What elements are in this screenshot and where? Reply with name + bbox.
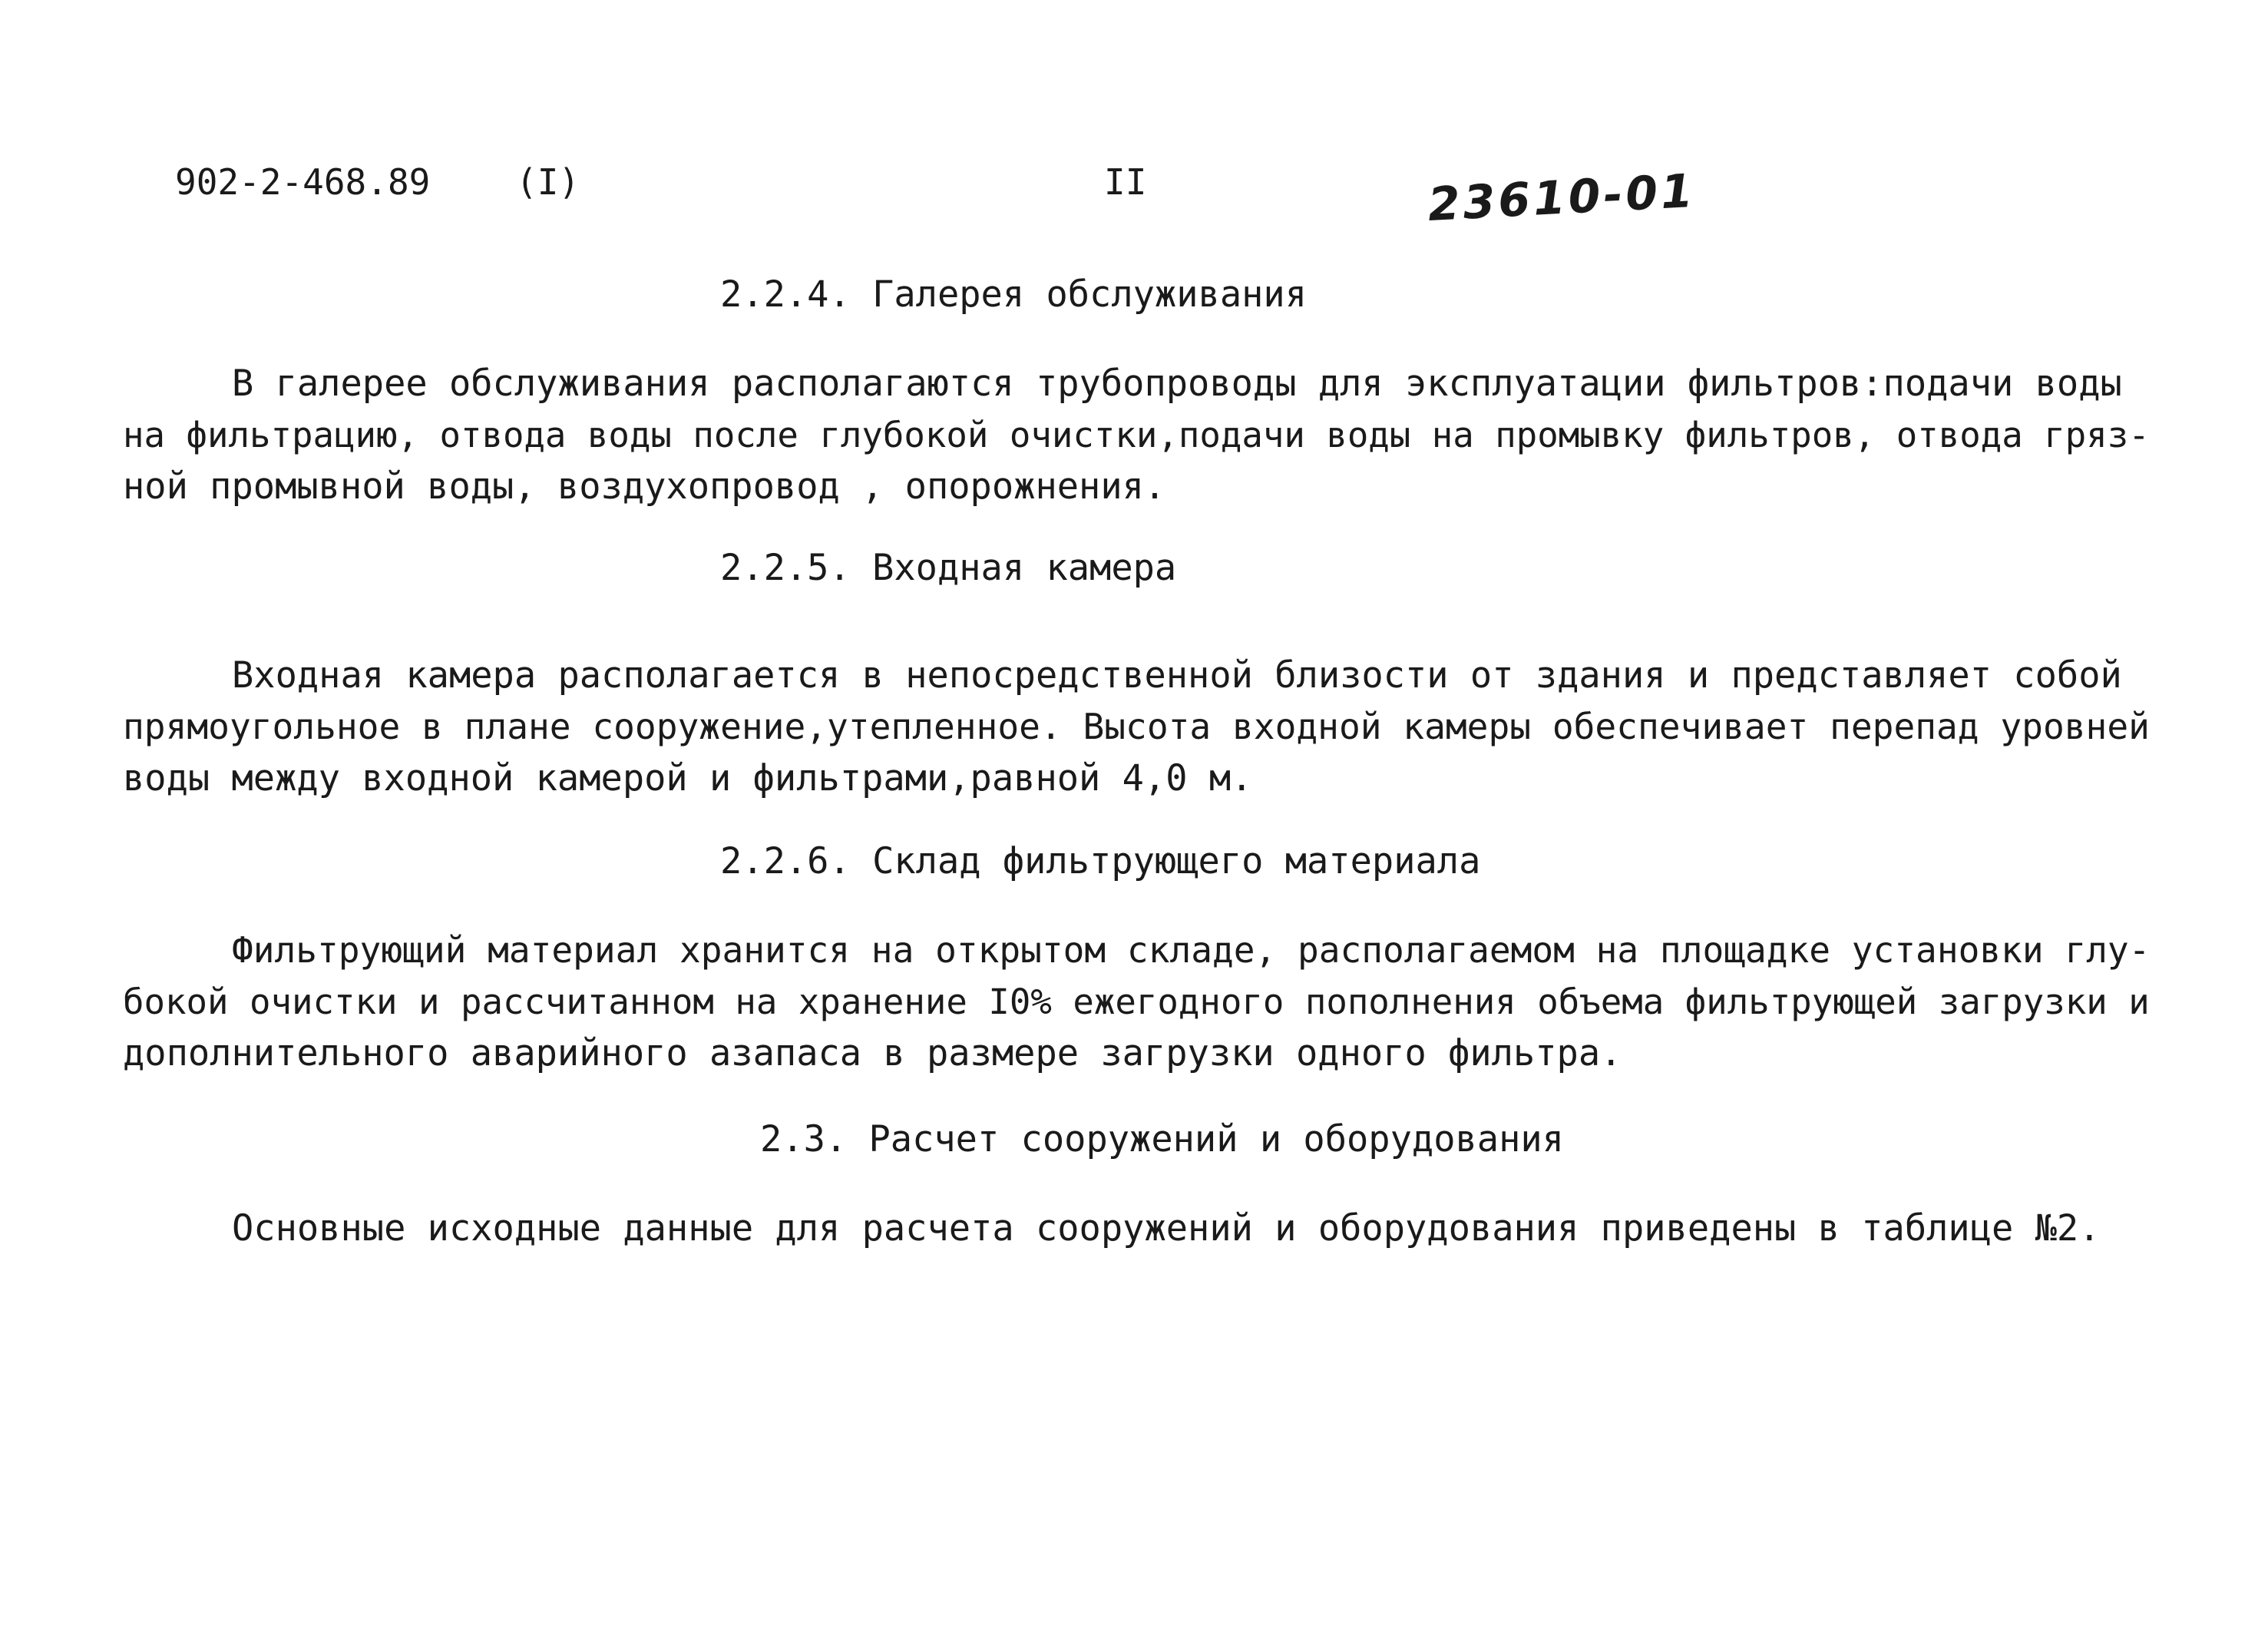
section-heading-calculation: 2.3. Расчет сооружений и оборудования <box>760 1118 1564 1160</box>
paragraph-line: Фильтрующий материал хранится на открытом складе, располагаемом на площадке установки глу- <box>232 929 2151 971</box>
document-part: (I) <box>516 161 580 203</box>
page-number: II <box>1104 161 1147 203</box>
paragraph-line: дополнительного аварийного азапаса в размере загрузки одного фильтра. <box>123 1032 1622 1074</box>
document-code: 902-2-468.89 <box>175 161 431 203</box>
paragraph-line: на фильтрацию, отвода воды после глубокой очистки,подачи воды на промывку фильтров, отвода гряз- <box>123 415 2150 455</box>
section-heading-filter-storage: 2.2.6. Склад фильтрующего материала <box>720 840 1481 882</box>
paragraph-line: Основные исходные данные для расчета сооружений и оборудования приведены в таблице №2. <box>232 1207 2101 1250</box>
section-body-gallery <box>123 358 2161 512</box>
section-body-inlet-chamber <box>123 650 2161 804</box>
paragraph-line: Входная камера располагается в непосредственной близости от здания и представляет собой <box>232 654 2122 697</box>
paragraph-line: В галерее обслуживания располагаются трубопроводы для эксплуатации фильтров:подачи воды <box>232 362 2122 405</box>
section-heading-gallery: 2.2.4. Галерея обслуживания <box>720 273 1308 316</box>
paragraph-line: воды между входной камерой и фильтрами,равной 4,0 м. <box>123 757 1253 799</box>
handwritten-stamp-number: 23610-01 <box>1427 164 1698 232</box>
paragraph-line: прямоугольное в плане сооружение,утепленное. Высота входной камеры обеспечивает перепад уровней <box>123 706 2150 747</box>
section-heading-inlet-chamber: 2.2.5. Входная камера <box>720 547 1177 589</box>
paragraph-line: ной промывной воды, воздухопровод , опорожнения. <box>123 465 1166 508</box>
section-body-filter-storage <box>123 925 2161 1079</box>
section-body-calculation <box>123 1203 2161 1254</box>
paragraph-line: бокой очистки и рассчитанном на хранение I0% ежегодного пополнения объема фильтрующей загрузки и <box>123 982 2150 1022</box>
